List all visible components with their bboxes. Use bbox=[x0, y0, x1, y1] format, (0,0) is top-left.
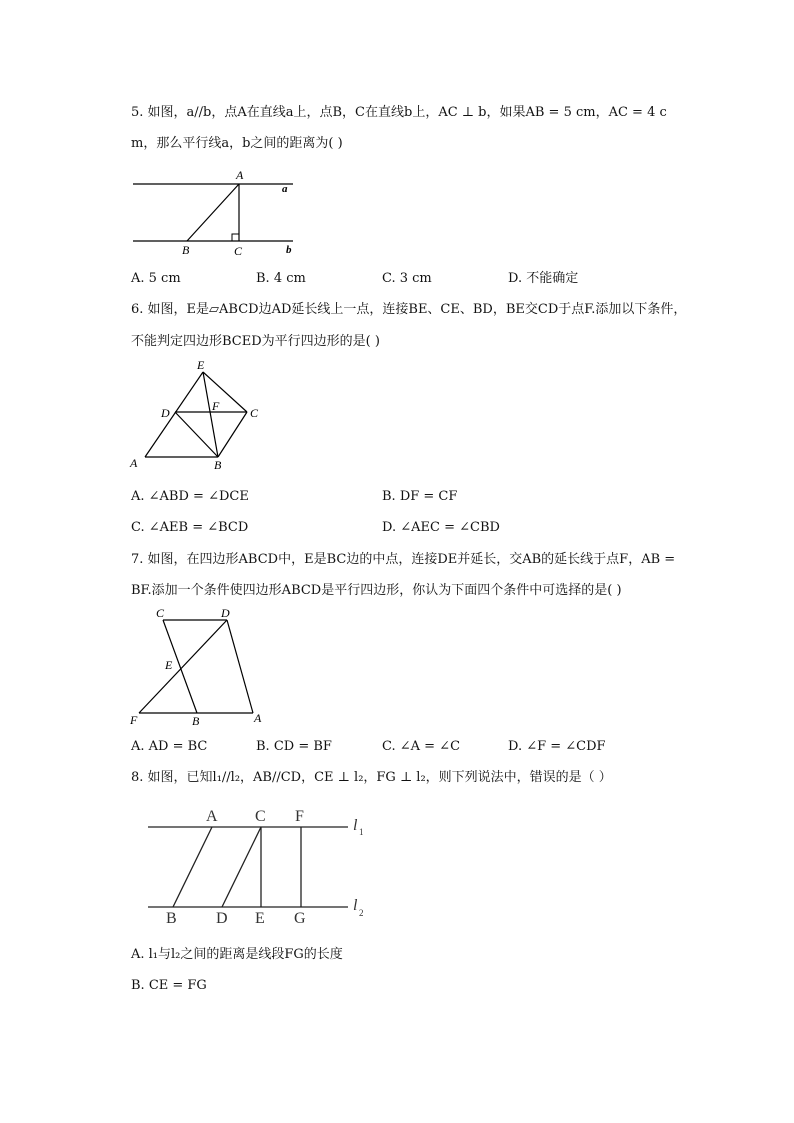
q8-label-l2: l bbox=[353, 897, 358, 914]
q6-stem-line2: 不能判定四边形BCED为平行四边形的是( ) bbox=[131, 334, 380, 349]
q7-figure bbox=[125, 604, 275, 728]
q6-label-F: F bbox=[212, 399, 220, 413]
q8-label-l1-sub: 1 bbox=[359, 827, 364, 837]
q5-option-c: C. 3 cm bbox=[382, 271, 432, 286]
q5-stem-line2: m，那么平行线a，b之间的距离为( ) bbox=[131, 136, 343, 151]
q7-stem-line2: BF.添加一个条件使四边形ABCD是平行四边形，你认为下面四个条件中可选择的是( ) bbox=[131, 583, 622, 598]
q7-label-C: C bbox=[156, 606, 165, 620]
q7-option-b: B. CD = BF bbox=[256, 739, 332, 754]
q5-label-B: B bbox=[182, 243, 190, 257]
q5-stem-line1: 5. 如图，a//b，点A在直线a上，点B，C在直线b上，AC ⊥ b，如果AB = 5 cm，AC = 4 c bbox=[131, 105, 667, 120]
q7-label-E: E bbox=[165, 658, 173, 672]
q8-stem-line1: 8. 如图，已知l₁//l₂，AB//CD，CE ⊥ l₂，FG ⊥ l₂，则下列说法中，错误的是（ ） bbox=[131, 770, 612, 785]
q8-figure bbox=[140, 800, 375, 928]
q7-option-d: D. ∠F = ∠CDF bbox=[508, 739, 606, 754]
q6-option-b: B. DF = CF bbox=[382, 489, 458, 504]
q7-label-B: B bbox=[192, 714, 200, 728]
q8-label-B: B bbox=[166, 910, 177, 927]
q8-option-b: B. CE = FG bbox=[131, 978, 207, 993]
q8-label-D: D bbox=[216, 910, 228, 927]
q6-figure bbox=[125, 358, 275, 476]
q6-label-C: C bbox=[250, 406, 259, 420]
q6-stem-line1: 6. 如图，E是▱ABCD边AD延长线上一点，连接BE、CE、BD，BE交CD于点F.添加以下条件， bbox=[131, 302, 687, 317]
q8-label-G: G bbox=[294, 910, 306, 927]
q8-label-C: C bbox=[255, 808, 266, 825]
q6-label-B: B bbox=[214, 458, 222, 472]
q5-figure bbox=[125, 165, 305, 260]
q7-stem-line1: 7. 如图，在四边形ABCD中，E是BC边的中点，连接DE并延长，交AB的延长线于点F，AB = bbox=[131, 552, 676, 567]
q7-label-A: A bbox=[254, 711, 262, 725]
q5-label-C: C bbox=[234, 244, 243, 258]
q8-label-l2-sub: 2 bbox=[359, 908, 364, 918]
q6-label-E: E bbox=[197, 358, 205, 372]
q5-option-d: D. 不能确定 bbox=[508, 271, 579, 286]
q7-label-D: D bbox=[221, 606, 230, 620]
q7-option-c: C. ∠A = ∠C bbox=[382, 739, 461, 754]
q6-label-A: A bbox=[130, 456, 138, 470]
q5-label-A: A bbox=[236, 168, 244, 182]
q8-option-a: A. l₁与l₂之间的距离是线段FG的长度 bbox=[131, 947, 343, 962]
q8-label-E: E bbox=[255, 910, 265, 927]
q7-label-F: F bbox=[130, 713, 138, 727]
q5-label-b: b bbox=[286, 244, 292, 256]
q8-label-F: F bbox=[295, 808, 304, 825]
q5-option-b: B. 4 cm bbox=[256, 271, 306, 286]
q8-label-l1: l bbox=[353, 817, 358, 834]
q6-label-D: D bbox=[161, 406, 170, 420]
q6-option-c: C. ∠AEB = ∠BCD bbox=[131, 520, 249, 535]
q5-label-a: a bbox=[282, 183, 288, 195]
q6-option-d: D. ∠AEC = ∠CBD bbox=[382, 520, 500, 535]
q6-option-a: A. ∠ABD = ∠DCE bbox=[131, 489, 249, 504]
q5-option-a: A. 5 cm bbox=[131, 271, 181, 286]
q8-label-A: A bbox=[206, 808, 218, 825]
q7-option-a: A. AD = BC bbox=[131, 739, 208, 754]
